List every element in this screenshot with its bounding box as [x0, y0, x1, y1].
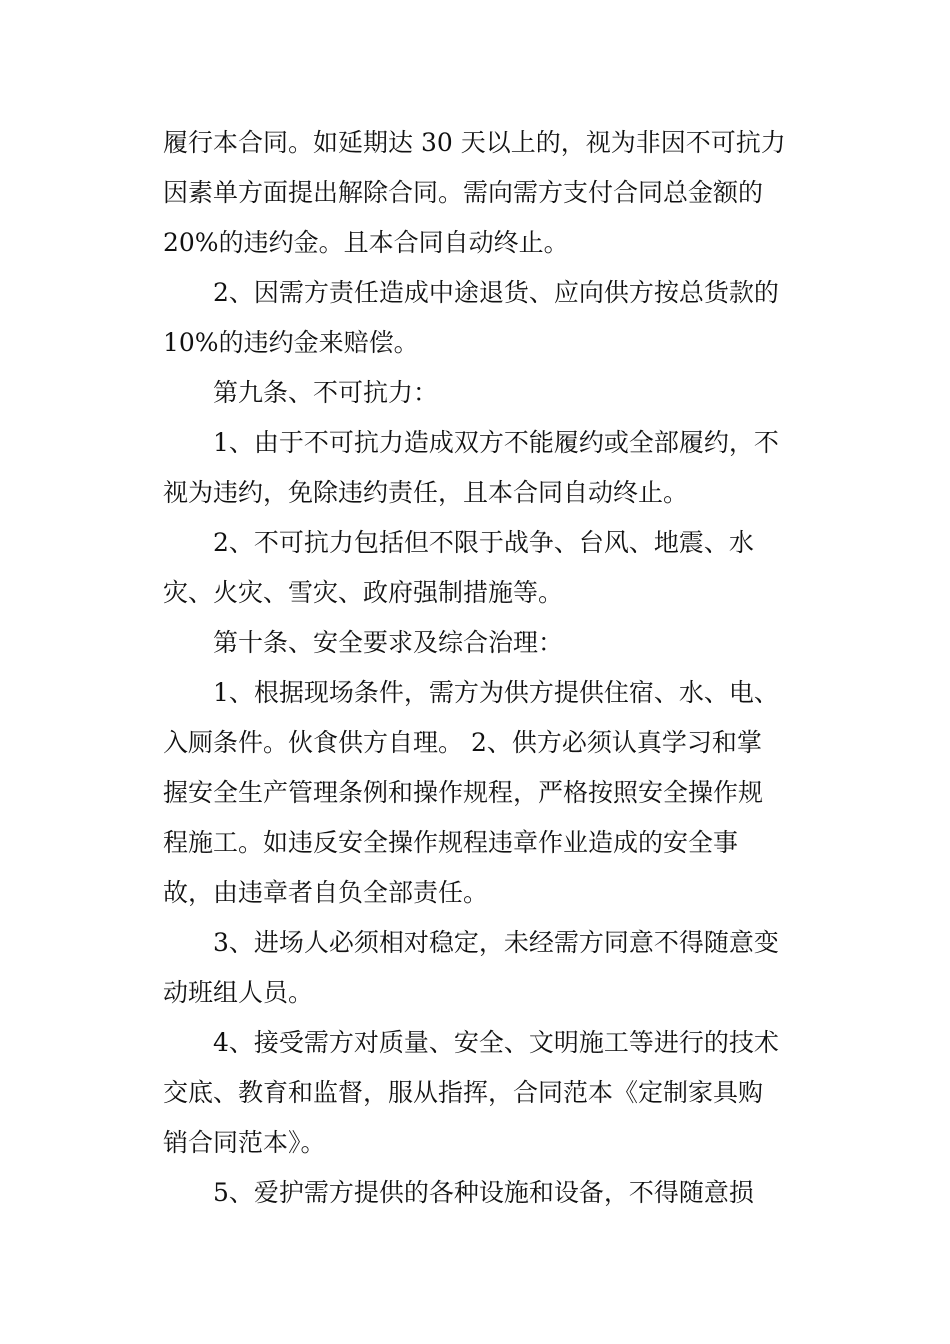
text-line-9: 2、不可抗力包括但不限于战争、台风、地震、水 — [213, 528, 754, 557]
text-line-5: 10%的违约金来赔偿。 — [163, 328, 419, 357]
text-line-13: 入厕条件。伙食供方自理。 2、供方必须认真学习和掌 — [163, 728, 762, 757]
text-line-12: 1、根据现场条件，需方为供方提供住宿、水、电、 — [213, 678, 779, 707]
text-line-3: 20%的违约金。且本合同自动终止。 — [163, 228, 569, 257]
text-line-22: 5、爱护需方提供的各种设施和设备，不得随意损 — [213, 1178, 754, 1207]
section-heading-article-9: 第九条、不可抗力： — [213, 378, 439, 407]
section-heading-article-10: 第十条、安全要求及综合治理： — [213, 628, 564, 657]
text-line-4: 2、因需方责任造成中途退货、应向供方按总货款的 — [213, 278, 779, 307]
text-line-8: 视为违约，免除违约责任，且本合同自动终止。 — [163, 478, 689, 507]
text-line-10: 灾、火灾、雪灾、政府强制措施等。 — [163, 578, 564, 607]
text-line-18: 动班组人员。 — [163, 978, 314, 1007]
text-line-16: 故，由违章者自负全部责任。 — [163, 878, 489, 907]
text-line-7: 1、由于不可抗力造成双方不能履约或全部履约，不 — [213, 428, 779, 457]
text-line-2: 因素单方面提出解除合同。需向需方支付合同总金额的 — [163, 178, 764, 207]
text-line-1: 履行本合同。如延期达 30 天以上的，视为非因不可抗力 — [163, 128, 786, 157]
text-line-15: 程施工。如违反安全操作规程违章作业造成的安全事 — [163, 828, 739, 857]
text-line-17: 3、进场人必须相对稳定，未经需方同意不得随意变 — [213, 928, 779, 957]
text-line-19: 4、接受需方对质量、安全、文明施工等进行的技术 — [213, 1028, 779, 1057]
text-line-20: 交底、教育和监督，服从指挥，合同范本《定制家具购 — [163, 1078, 764, 1107]
text-line-14: 握安全生产管理条例和操作规程，严格按照安全操作规 — [163, 778, 764, 807]
text-line-21: 销合同范本》。 — [163, 1128, 326, 1157]
